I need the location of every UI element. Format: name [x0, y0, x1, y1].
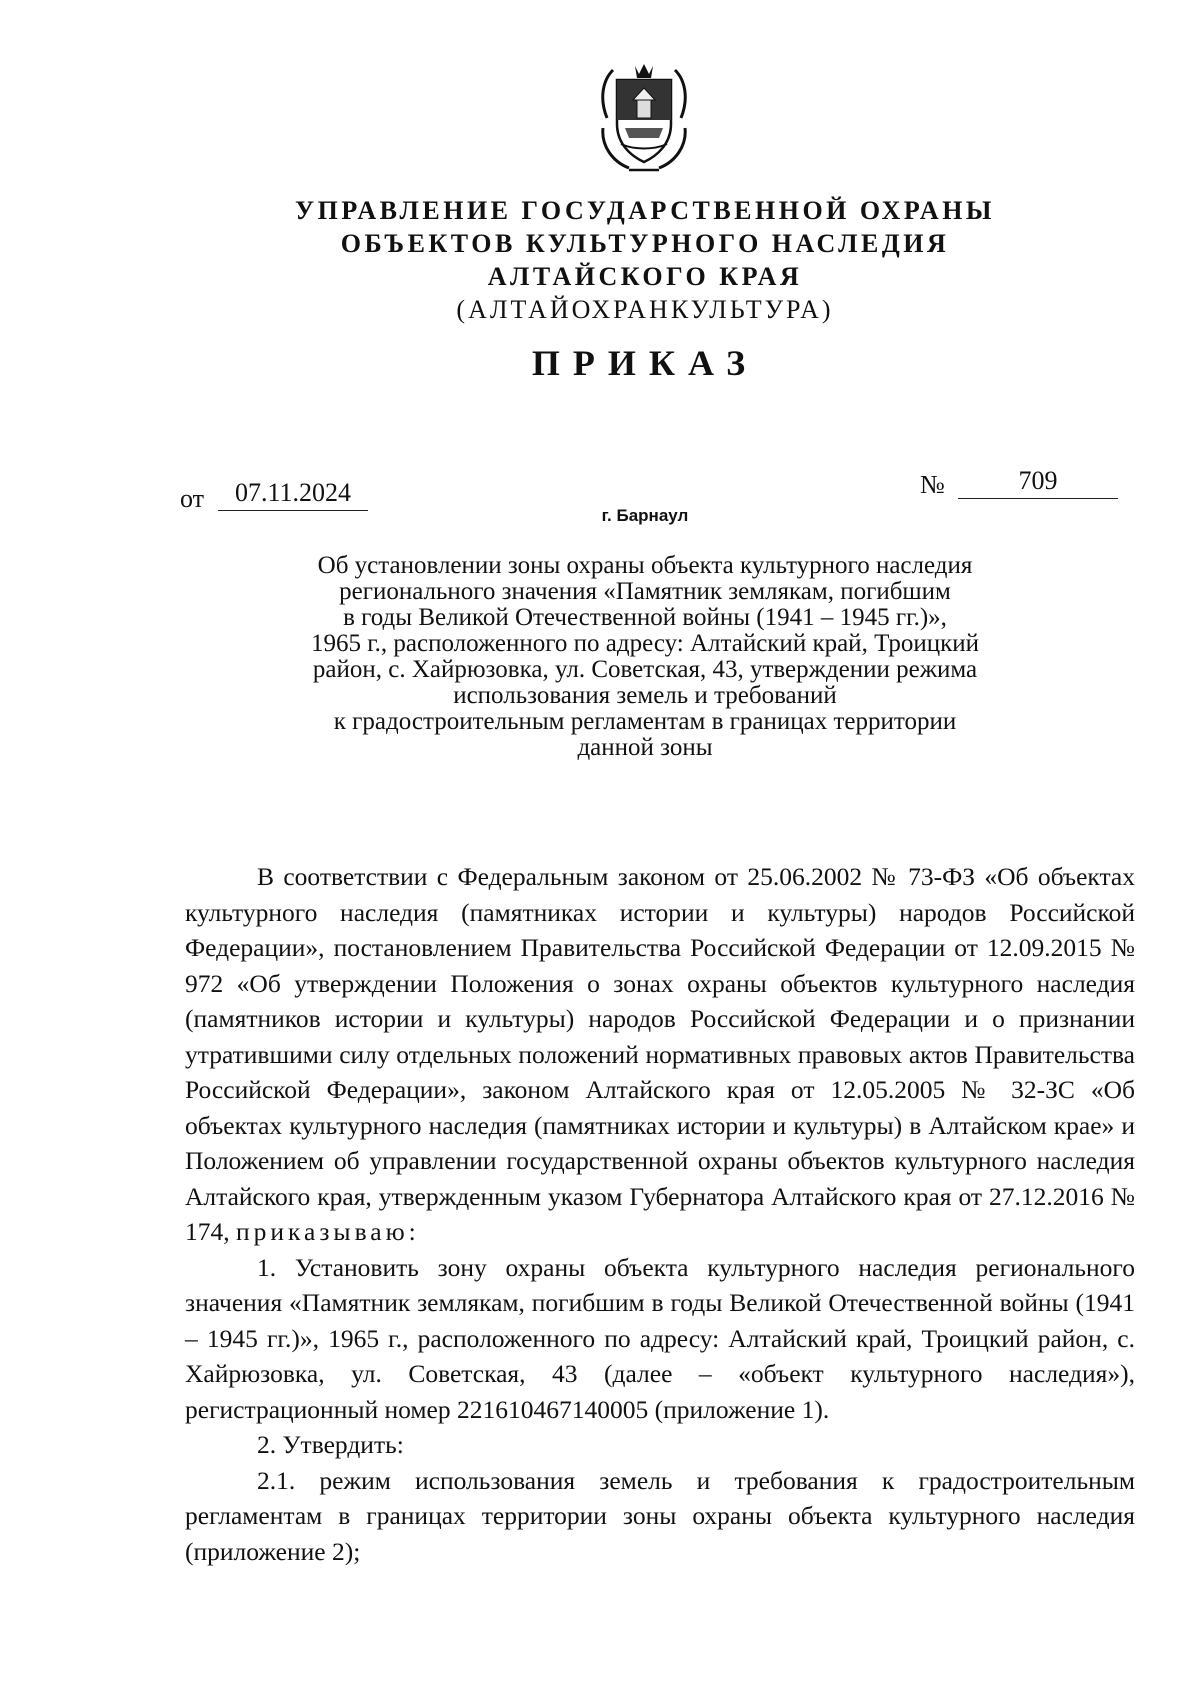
header-line-3: АЛТАЙСКОГО КРАЯ [487, 262, 803, 291]
subject-line: район, с. Хайрюзовка, ул. Советская, 43, утверждении режима [312, 656, 978, 683]
subject-line: 1965 г., расположенного по адресу: Алтайский край, Троицкий [310, 630, 980, 657]
city: г. Барнаул [601, 506, 689, 525]
date-label: от [180, 484, 205, 513]
order-number: 709 [958, 464, 1118, 499]
order-subject [240, 553, 1050, 761]
header-line-2: ОБЪЕКТОВ КУЛЬТУРНОГО НАСЛЕДИЯ [340, 229, 950, 258]
clause-2: 2. Утвердить: [257, 1430, 404, 1459]
clause-1: 1. Установить зону охраны объекта культурного наследия регионального значения «Памятник землякам, погибшим в годы Великой Отечественной войны (1941 – 1945 гг.)», 1965 г., расположенного по адресу: Алтайский край, Троицкий район, с. Хайрюзовка, ул. Советская, 43 (далее – «объект культурного наследия»), регистрационный номер 221610467140005 (приложение 1). [185, 1252, 1135, 1424]
subject-line: Об установлении зоны охраны объекта культурного наследия [317, 552, 973, 579]
altai-krai-coat-of-arms-icon [589, 58, 699, 178]
clause-2-1: 2.1. режим использования земель и требования к градостроительным регламентам в границах территории зоны охраны объекта культурного наследия (приложение 2); [185, 1465, 1135, 1566]
header-line-1: УПРАВЛЕНИЕ ГОСУДАРСТВЕННОЙ ОХРАНЫ [295, 196, 995, 225]
header-abbreviation: (АЛТАЙОХРАНКУЛЬТУРА) [456, 295, 834, 324]
preamble-text: В соответствии с Федеральным законом от 25.06.2002 № 73-ФЗ «Об объектах культурного наследия (памятниках истории и культуры) народов Российской Федерации», постановлением Правительства Российской Федерации от 12.09.2015 № 972 «Об утверждении Положения о зонах охраны объектов культурного наследия (памятников истории и культуры) народов Российской Федерации и о признании утратившими силу отдельных положений нормативных правовых актов Правительства Российской Федерации», законом Алтайского края от 12.05.2005 № 32-ЗС «Об объектах культурного наследия (памятниках истории и культуры) в Алтайском крае» и Положением об управлении государственной охраны объектов культурного наследия Алтайского края, утвержденным указом Губернатора Алтайского края от 27.12.2016 № 174, [185, 862, 1135, 1246]
subject-line: регионального значения «Памятник землякам, погибшим [339, 578, 951, 605]
order-date: 07.11.2024 [218, 476, 368, 511]
subject-line: данной зоны [577, 734, 713, 761]
number-sign: № [920, 470, 945, 499]
document-title: ПРИКАЗ [531, 343, 759, 383]
organization-header [0, 194, 1200, 326]
order-word: приказываю: [236, 1217, 420, 1246]
order-body [185, 859, 1135, 1569]
preamble-paragraph [185, 859, 1135, 1250]
subject-line: в годы Великой Отечественной войны (1941 – 1945 гг.)», [343, 604, 947, 631]
subject-line: использования земель и требований [453, 682, 837, 709]
subject-line: к градостроительным регламентам в границах территории [333, 708, 957, 735]
